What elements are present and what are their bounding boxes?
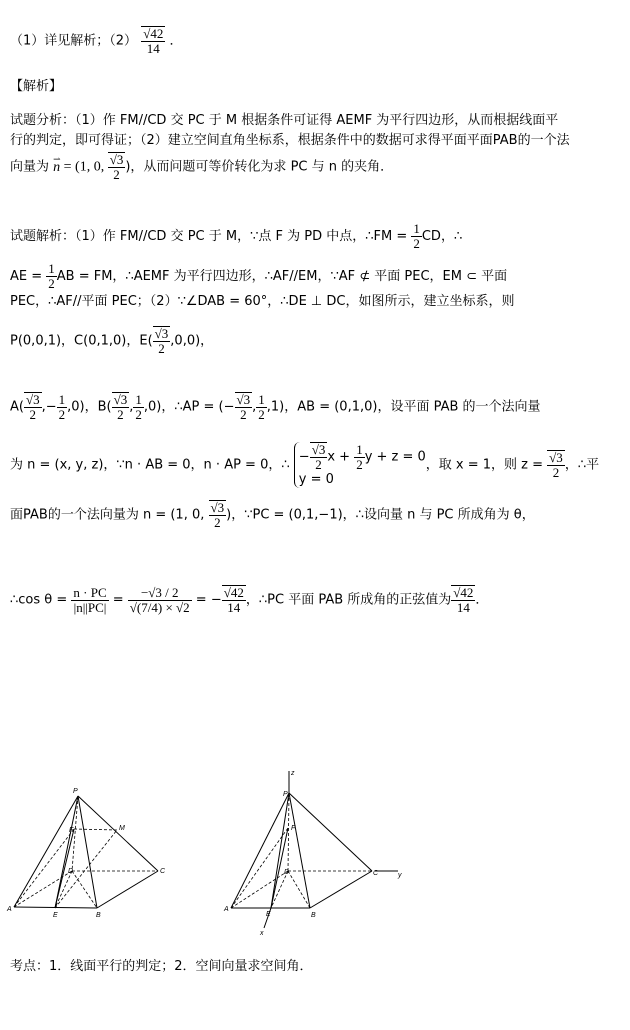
label-M: M [119,825,125,832]
label-C: C [160,868,166,875]
label-D: D [284,869,290,876]
label-y: y [398,872,402,879]
solution-line-2: AE = $\frac{1}{2}$ AB = FM，∴AEMF 为平行四边形，∴AF//EM，∵AF ⊄ 平面 PEC，EM ⊂ 平面 [10,261,508,291]
solution-line-3: PEC，∴AF//平面 PEC；（2）∵∠DAB = 60°，∴DE ⊥ DC，如图所示，建立坐标系，则 [10,294,515,309]
section-title: 【解析】 [10,79,63,94]
solution-line-6: 为 n = (x, y, z)，∵n · AB = 0，n · AP = 0，∴ − $\frac{√3}{2}$ x + $\frac{1}{2}$ y + z = 0 y = 0 ，取 x = 1，则 z = $\frac{√3}{2}$ ，∴平 [10,441,600,487]
analysis-line-1: 试题分析：（1）作 FM//CD 交 PC 于 M 根据条件可证得 AEMF 为平行四边形，从而根据线面平 [10,113,559,128]
edge-PB [78,796,97,908]
edge-PD [288,793,289,871]
label-P: P [283,791,288,798]
pyramid-figure-1 [0,780,180,920]
edge-FM [74,829,117,830]
label-A: A [224,906,229,913]
pyramid-figure-2 [220,765,410,940]
label-E: E [266,911,271,918]
label-A: A [7,906,12,913]
cos-fraction: $\frac{n \cdot PC}{|n||PC|}$ [73,584,107,615]
answer-text: （1）详见解析；（2） [10,33,138,49]
answer-line: （1）详见解析；（2） $\frac{√42}{14}$ ． [10,26,183,56]
label-x: x [260,930,264,937]
edge-BC [310,871,372,908]
label-F: F [291,825,296,832]
answer-fraction: $\frac{√42}{14}$ [143,26,164,56]
label-z: z [291,770,295,777]
analysis-line-3: 向量为 ⇀ n = (1, 0, $\frac{√3}{2}$ )，从而问题可等价转化为求 PC 与 n 的夹角． [10,152,393,182]
solution-line-4: P(0,0,1)，C(0,1,0)，E( $\frac{√3}{2}$ ,0,0)， [10,326,214,356]
label-C: C [373,870,379,877]
equation-system: − $\frac{√3}{2}$ x + $\frac{1}{2}$ y + z = 0 y = 0 [294,442,426,488]
label-P: P [73,788,78,795]
edge-PC [78,796,158,871]
edge-PE [55,796,78,908]
solution-line-5: A( $\frac{√3}{2}$ ,− $\frac{1}{2}$ ,0)，B( $\frac{√3}{2}$ , $\frac{1}{2}$ ,0)，∴AP = (− $\frac{√3}{2}$ , $\frac{1}{2}$ ,1)，AB = (0,1,0)，设平面 PAB 的一个法向量 [10,391,541,422]
solution-line-7: 面PAB的一个法向量为 n = (1, 0, $\frac{√3}{2}$ )，∵PC = (0,1,−1)，∴设向量 n 与 PC 所成角为 θ， [10,500,535,530]
edge-DB [72,871,97,908]
edge-FE [271,828,288,908]
label-B: B [311,912,316,919]
label-B: B [96,912,101,919]
label-F: F [69,827,74,834]
solution-line-8: ∴cos θ = $\frac{n \cdot PC}{|n||PC|}$ = $\frac{-√3 / 2}{√(7/4) \times √2}$ = − $\frac{√42}{14}$ ，∴PC 平面 PAB 所成角的正弦值为 $\frac{√42}{14}$ ． [10,584,489,615]
analysis-line-2: 行的判定，即可得证；（2）建立空间直角坐标系，根据条件中的数据可求得平面平面PAB的一个法 [10,133,570,148]
edge-BC [97,871,158,908]
solution-line-1: 试题解析：（1）作 FM//CD 交 PC 于 M，∵点 F 为 PD 中点，∴FM = $\frac{1}{2}$ CD，∴ [10,221,463,251]
label-E: E [53,912,58,919]
edge-AD [14,871,72,907]
label-D: D [68,868,74,875]
edge-DE [55,871,72,908]
footer-keypoints: 考点：1．线面平行的判定；2．空间向量求空间角． [10,959,313,974]
